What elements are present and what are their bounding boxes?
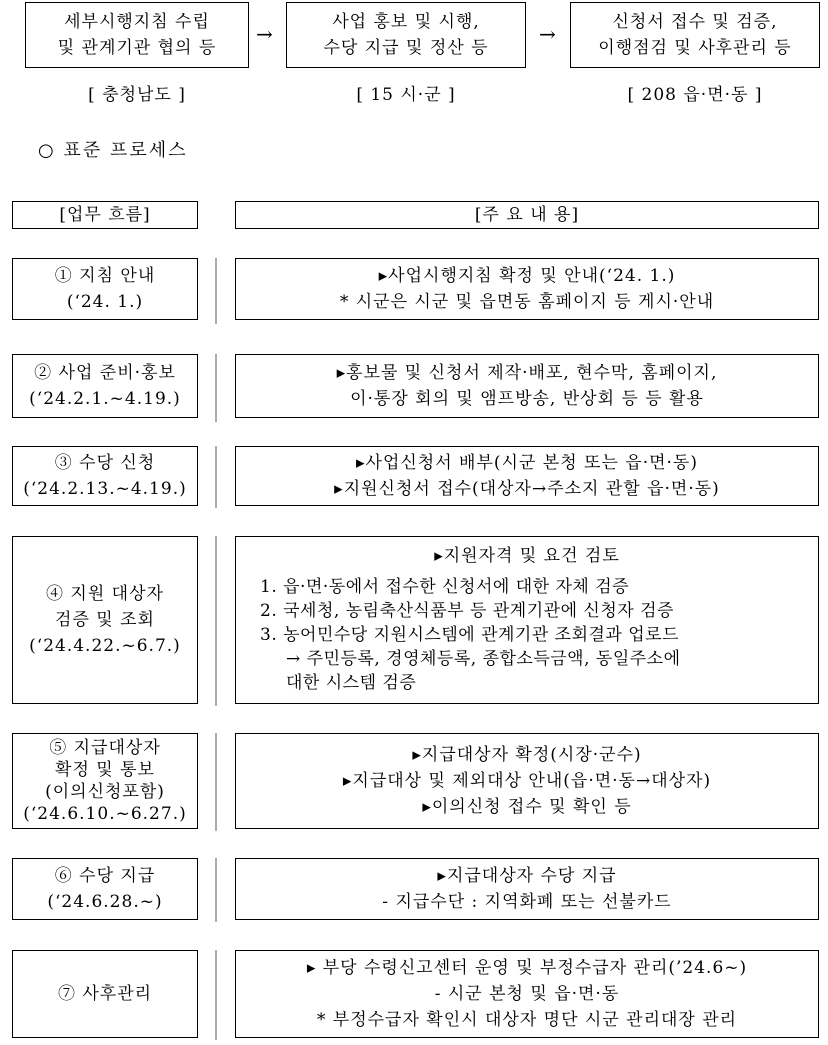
step-period: (‘24.6.28.~) (47, 892, 163, 912)
header-workflow-label: [업무 흐름] (59, 205, 151, 225)
level-label-town: [ 208 읍·면·동 ] (627, 85, 763, 105)
step-period: (‘24.2.1.~4.19.) (29, 389, 181, 409)
step-period: (‘24.6.10.~6.27.) (23, 804, 187, 824)
flow-box-town (570, 2, 820, 68)
step-period: (‘24. 1.) (66, 292, 144, 312)
step-7-right (235, 950, 819, 1038)
step-name: ⑤ 지급대상자 (49, 738, 161, 758)
step-period: (‘24.2.13.~4.19.) (23, 479, 187, 499)
step-name: ① 지침 안내 (54, 266, 156, 286)
step-content-line: - 시군 본청 및 읍·면·동 (434, 984, 620, 1004)
step-5-right (235, 733, 819, 829)
flow-box-line: 이행점검 및 사후관리 등 (598, 38, 792, 58)
flow-box-city (286, 2, 526, 68)
divider-line (215, 354, 217, 422)
step-name: 검증 및 조회 (55, 610, 155, 630)
level-label-city: [ 15 시·군 ] (356, 85, 456, 105)
step-name: ④ 지원 대상자 (46, 584, 164, 604)
step-5-left (12, 733, 198, 829)
divider-line (215, 536, 217, 706)
step-content-line: ▸ 부당 수령신고센터 운영 및 부정수급자 관리(’24.6~) (306, 958, 748, 978)
flow-arrow-icon: → (256, 22, 273, 46)
step-content-item: 3. 농어민수당 지원시스템에 관계기관 조회결과 업로드 (260, 625, 680, 645)
flow-box-line: 신청서 접수 및 검증, (612, 12, 778, 32)
flow-box-line: 수당 지급 및 정산 등 (323, 38, 489, 58)
step-note: (이의신청포함) (45, 782, 165, 802)
step-content-line: ▸지급대상 및 제외대상 안내(읍·면·동→대상자) (342, 771, 712, 791)
step-7-left (12, 950, 198, 1038)
step-content-line: - 지급수단 : 지역화폐 또는 선불카드 (382, 892, 672, 912)
step-4-left (12, 536, 198, 704)
flow-box-line: 및 관계기관 협의 등 (57, 38, 217, 58)
step-content-line: * 시군은 시군 및 읍면동 홈페이지 등 게시·안내 (339, 292, 715, 312)
step-name: ② 사업 준비·홍보 (34, 363, 176, 383)
section-title: ○ 표준 프로세스 (38, 140, 188, 161)
step-content-subitem: → 주민등록, 경영체등록, 종합소득금액, 동일주소에 (286, 649, 681, 669)
flow-box-line: 사업 홍보 및 시행, (332, 12, 480, 32)
step-name: ⑥ 수당 지급 (54, 866, 156, 886)
step-content-line: ▸사업시행지침 확정 및 안내(‘24. 1.) (378, 266, 676, 286)
step-2-right (235, 354, 819, 418)
divider-line (215, 258, 217, 324)
step-6-right (235, 858, 819, 920)
header-content (235, 201, 819, 229)
step-content-line: ▸이의신청 접수 및 확인 등 (422, 797, 632, 817)
step-content-line: 이·통장 회의 및 앰프방송, 반상회 등 등 활용 (350, 389, 704, 409)
step-content-title: ▸지원자격 및 요건 검토 (434, 546, 620, 566)
step-1-right (235, 258, 819, 320)
step-content-subitem: 대한 시스템 검증 (286, 673, 417, 693)
step-2-left (12, 354, 198, 418)
step-6-left (12, 858, 198, 920)
header-workflow (12, 201, 198, 229)
level-label-province: [ 충청남도 ] (88, 85, 186, 105)
divider-line (215, 950, 217, 1040)
flow-box-line: 세부시행지침 수립 (64, 12, 210, 32)
flow-box-province (25, 2, 249, 68)
header-content-label: [주 요 내 용] (474, 205, 580, 225)
step-content-line: ▸지급대상자 수당 지급 (437, 866, 617, 886)
step-content-line: ▸지원신청서 접수(대상자→주소지 관할 읍·면·동) (334, 479, 720, 499)
flow-arrow-icon: → (539, 22, 556, 46)
step-name: ③ 수당 신청 (54, 453, 156, 473)
step-content-item: 2. 국세청, 농림축산식품부 등 관계기관에 신청자 검증 (260, 601, 674, 621)
step-content-line: ▸지급대상자 확정(시장·군수) (412, 745, 642, 765)
step-3-left (12, 446, 198, 506)
step-content-line: ▸홍보물 및 신청서 제작·배포, 현수막, 홈페이지, (336, 363, 718, 383)
step-content-line: ▸사업신청서 배부(시군 본청 또는 읍·면·동) (356, 453, 698, 473)
step-4-right (235, 536, 819, 704)
step-1-left (12, 258, 198, 320)
step-name: ⑦ 사후관리 (57, 984, 153, 1004)
step-period: (‘24.4.22.~6.7.) (29, 636, 181, 656)
step-3-right (235, 446, 819, 506)
divider-line (215, 858, 217, 922)
divider-line (215, 446, 217, 508)
step-name: 확정 및 통보 (55, 760, 155, 780)
divider-line (215, 733, 217, 831)
step-content-item: 1. 읍·면·동에서 접수한 신청서에 대한 자체 검증 (260, 577, 630, 597)
step-content-line: * 부정수급자 확인시 대상자 명단 시군 관리대장 관리 (316, 1010, 738, 1030)
